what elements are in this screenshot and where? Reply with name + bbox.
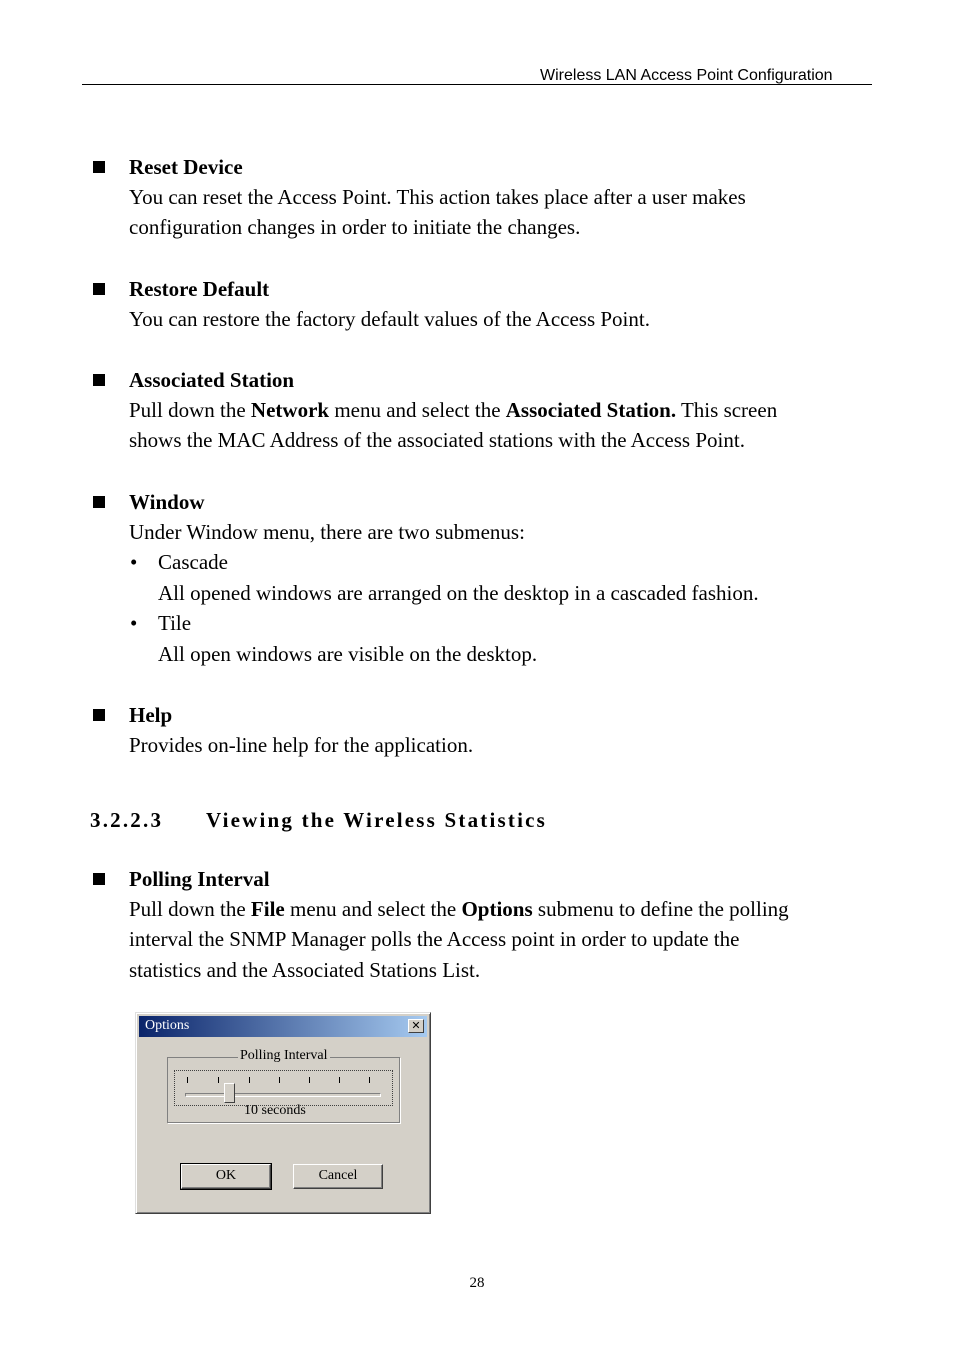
cancel-button[interactable]: Cancel xyxy=(293,1164,383,1189)
slider-tick xyxy=(187,1077,188,1083)
round-bullet-icon: • xyxy=(130,611,138,635)
item-text xyxy=(129,395,777,426)
item-text: interval the SNMP Manager polls the Access point in order to update the xyxy=(129,927,740,951)
running-header: Wireless LAN Access Point Configuration xyxy=(540,67,833,84)
slider-value-label: 10 seconds xyxy=(244,1103,306,1118)
square-bullet-icon xyxy=(93,709,105,721)
square-bullet-icon xyxy=(93,161,105,173)
slider-tick xyxy=(339,1077,340,1083)
ok-button[interactable]: OK xyxy=(181,1164,271,1189)
slider-tick xyxy=(369,1077,370,1083)
item-text: Provides on-line help for the application. xyxy=(129,733,474,757)
menu-name-associated-station: Associated Station. xyxy=(505,398,677,422)
item-text: Under Window menu, there are two submenus: xyxy=(129,520,525,544)
item-text xyxy=(129,894,789,925)
dialog-titlebar xyxy=(139,1016,427,1037)
slider-tick xyxy=(249,1077,250,1083)
item-text: You can reset the Access Point. This action takes place after a user makes xyxy=(129,185,746,209)
slider-tick xyxy=(309,1077,310,1083)
group-label: Polling Interval xyxy=(240,1048,328,1063)
text-run: submenu to define the polling xyxy=(532,897,789,921)
subitem-name-cascade: Cascade xyxy=(158,550,228,574)
subitem-name-tile: Tile xyxy=(158,611,192,635)
menu-name-network: Network xyxy=(250,398,330,422)
menu-name-options: Options xyxy=(461,897,533,921)
subitem-desc: All opened windows are arranged on the desktop in a cascaded fashion. xyxy=(158,581,759,605)
polling-interval-group xyxy=(167,1048,400,1123)
item-heading-window: Window xyxy=(129,490,205,514)
square-bullet-icon xyxy=(93,374,105,386)
section-number: 3.2.2.3 xyxy=(90,808,164,832)
item-heading-associated-station: Associated Station xyxy=(129,368,295,392)
square-bullet-icon xyxy=(93,873,105,885)
menu-name-file: File xyxy=(250,897,285,921)
text-run: Pull down the xyxy=(129,398,251,422)
square-bullet-icon xyxy=(93,496,105,508)
item-heading-restore-default: Restore Default xyxy=(129,277,270,301)
header-rule xyxy=(82,84,872,85)
text-run: This screen xyxy=(676,398,778,422)
item-text: You can restore the factory default values of the Access Point. xyxy=(129,307,650,331)
section-title: Viewing the Wireless Statistics xyxy=(206,808,547,832)
page-number: 28 xyxy=(469,1275,485,1291)
text-run: menu and select the xyxy=(329,398,506,422)
section-heading xyxy=(90,808,547,833)
close-button[interactable] xyxy=(408,1019,424,1033)
item-heading-reset-device: Reset Device xyxy=(129,155,243,179)
close-icon: ✕ xyxy=(411,1019,421,1032)
dialog-title: Options xyxy=(145,1018,190,1033)
slider-tick xyxy=(279,1077,280,1083)
item-text: shows the MAC Address of the associated stations with the Access Point. xyxy=(129,428,745,452)
square-bullet-icon xyxy=(93,283,105,295)
slider-tick xyxy=(218,1077,219,1083)
item-text: statistics and the Associated Stations List. xyxy=(129,958,481,982)
item-text: configuration changes in order to initiate the changes. xyxy=(129,215,581,239)
item-heading-polling-interval: Polling Interval xyxy=(129,867,270,891)
slider-thumb[interactable] xyxy=(224,1083,235,1103)
text-run: menu and select the xyxy=(284,897,462,921)
text-run: Pull down the xyxy=(129,897,251,921)
polling-interval-slider[interactable] xyxy=(174,1070,393,1106)
options-dialog xyxy=(135,1012,431,1214)
slider-track xyxy=(185,1093,381,1097)
subitem-desc: All open windows are visible on the desktop. xyxy=(158,642,538,666)
round-bullet-icon: • xyxy=(130,550,138,574)
item-heading-help: Help xyxy=(129,703,173,727)
